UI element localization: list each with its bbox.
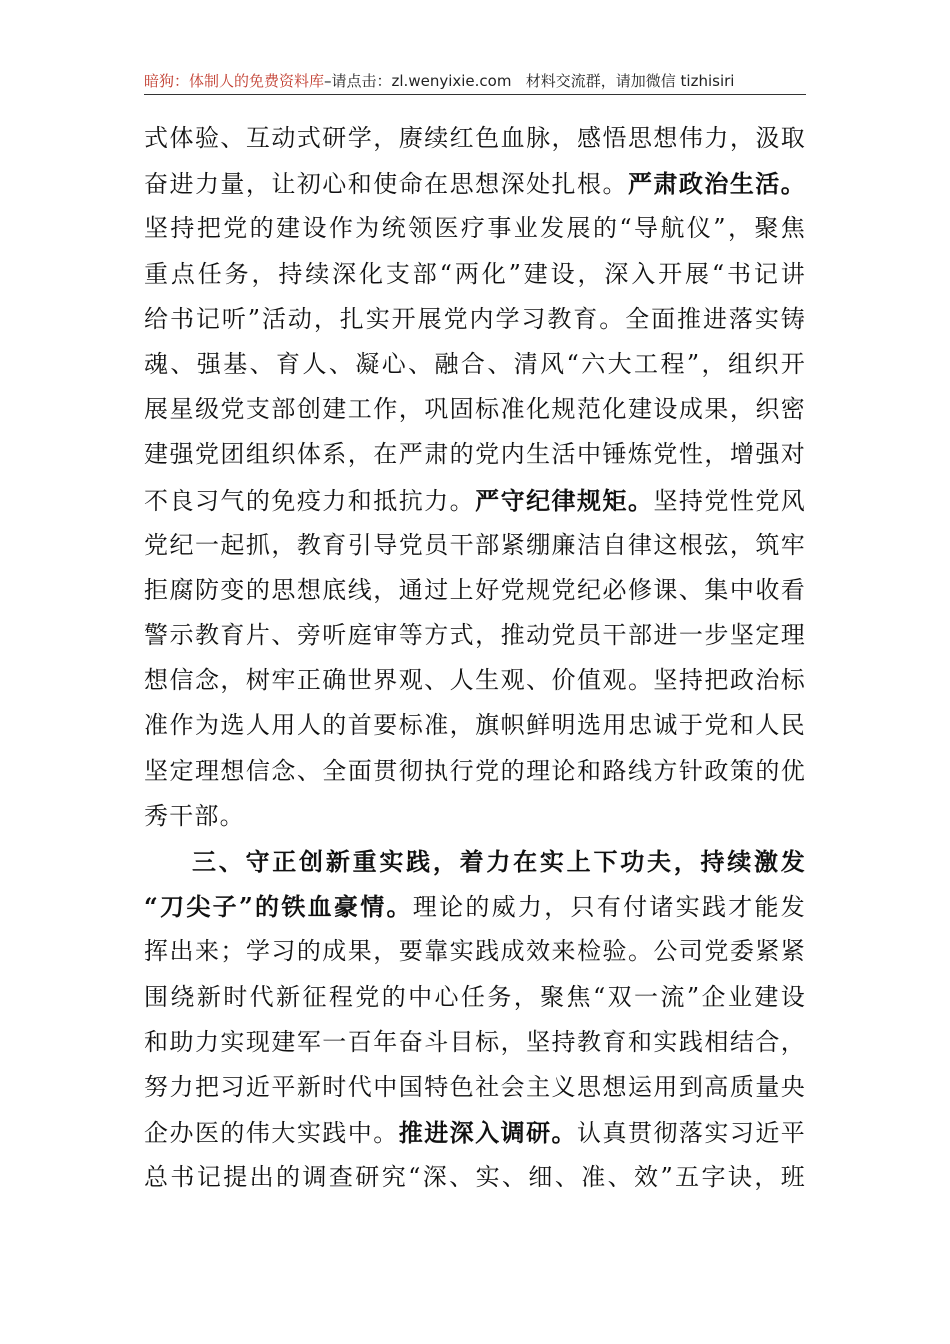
header-link-text[interactable]: –请点击：zl.wenyixie.com (324, 72, 512, 90)
bold-heading-text: 推进深入调研。 (398, 1118, 578, 1148)
body-text: 坚定理想信念、全面贯彻执行党的理论和路线方针政策的优 (144, 756, 806, 785)
text-line (144, 1110, 806, 1155)
body-text: 展星级党支部创建工作，巩固标准化规范化建设成果，织密 (144, 395, 806, 424)
text-line (144, 884, 806, 929)
text-line (144, 975, 806, 1020)
text-line (144, 206, 806, 251)
text-line (144, 613, 806, 658)
text-line (144, 387, 806, 432)
body-text: 想信念，树牢正确世界观、人生观、价值观。坚持把政治标 (144, 666, 806, 695)
header-wechat-text: 材料交流群，请加微信 tizhisiri (525, 72, 735, 90)
text-line (144, 342, 806, 387)
text-line (144, 116, 806, 161)
bold-heading-text: 严肃政治生活。 (627, 169, 806, 199)
body-text: 理论的威力，只有付诸实践才能发 (412, 893, 806, 922)
body-text: 式体验、互动式研学，赓续红色血脉，感悟思想伟力，汲取 (144, 124, 806, 152)
body-text: 围绕新时代新征程党的中心任务，聚焦“双一流”企业建设 (144, 982, 806, 1011)
body-text: 建强党团组织体系，在严肃的党内生活中锤炼党性，增强对 (144, 440, 806, 469)
bold-heading-text: “刀尖子”的铁血豪情。 (144, 892, 413, 922)
text-line (144, 1155, 806, 1200)
body-text: 坚持党性党风 (653, 486, 806, 515)
body-text: 魂、强基、育人、凝心、融合、清风“六大工程”，组织开 (144, 349, 806, 378)
text-line (144, 432, 806, 477)
text-line (144, 161, 806, 206)
text-line (144, 1020, 806, 1065)
text-line (144, 478, 806, 523)
text-line (144, 658, 806, 703)
body-text: 给书记听”活动，扎实开展党内学习教育。全面推进落实铸 (144, 304, 806, 333)
body-text: 努力把习近平新时代中国特色社会主义思想运用到高质量央 (144, 1072, 806, 1101)
header-divider (144, 94, 806, 95)
text-line (144, 1065, 806, 1110)
body-text: 奋进力量，让初心和使命在思想深处扎根。 (144, 170, 628, 199)
body-text: 拒腐防变的思想底线，通过上好党规党纪必修课、集中收看 (144, 575, 806, 604)
body-text: 秀干部。 (144, 801, 245, 830)
body-text: 重点任务，持续深化支部“两化”建设，深入开展“书记讲 (144, 259, 806, 288)
body-text: 准作为选人用人的首要标准，旗帜鲜明选用忠诚于党和人民 (144, 711, 806, 740)
text-line (144, 749, 806, 794)
document-body (144, 116, 806, 1201)
text-line (144, 252, 806, 297)
page-header (144, 70, 806, 92)
bold-heading-text: 三、守正创新重实践，着力在实上下功夫，持续激发 (192, 847, 806, 876)
text-line (144, 703, 806, 748)
text-line (144, 929, 806, 974)
body-text: 企办医的伟大实践中。 (144, 1119, 399, 1148)
text-line (144, 568, 806, 613)
text-line (144, 839, 806, 884)
body-text: 不良习气的免疫力和抵抗力。 (144, 486, 476, 515)
header-site-name: 暗狗：体制人的免费资料库 (144, 72, 325, 90)
body-text: 和助力实现建军一百年奋斗目标，坚持教育和实践相结合， (144, 1027, 806, 1056)
text-line (144, 523, 806, 568)
body-text: 坚持把党的建设作为统领医疗事业发展的“导航仪”，聚焦 (144, 214, 806, 243)
text-line (144, 297, 806, 342)
body-text: 挥出来；学习的成果，要靠实践成效来检验。公司党委紧紧 (144, 937, 806, 966)
body-text: 党纪一起抓，教育引导党员干部紧绷廉洁自律这根弦，筑牢 (144, 530, 806, 559)
bold-heading-text: 严守纪律规矩。 (475, 485, 654, 515)
text-line (144, 794, 806, 839)
body-text: 总书记提出的调查研究“深、实、细、准、效”五字诀，班 (144, 1163, 806, 1192)
body-text: 警示教育片、旁听庭审等方式，推动党员干部进一步坚定理 (144, 621, 806, 650)
body-text: 认真贯彻落实习近平 (577, 1119, 806, 1148)
